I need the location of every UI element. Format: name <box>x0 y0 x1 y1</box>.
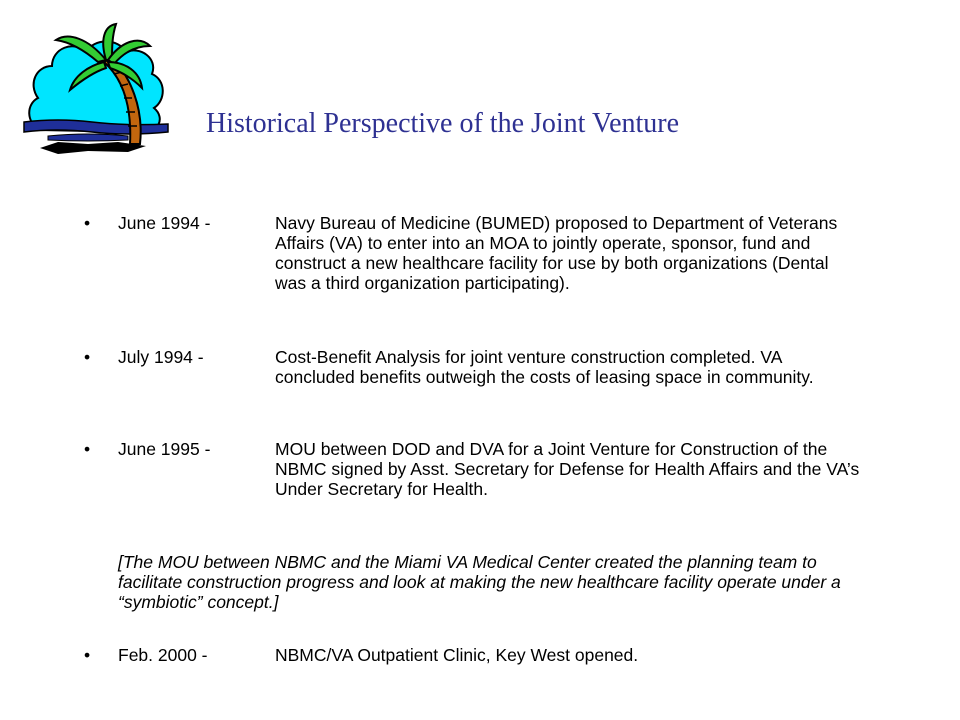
bullet: • <box>84 213 91 233</box>
timeline-entry-1 <box>84 213 864 293</box>
entry-text: Navy Bureau of Medicine (BUMED) proposed to Department of Veterans Affairs (VA) to enter into an MOA to jointly operate, sponsor, fund and construct a new healthcare facility for use by both organizations (Dental was a third organization participating). <box>275 213 838 293</box>
entry-date: Feb. 2000 - <box>118 645 208 665</box>
entry-text: MOU between DOD and DVA for a Joint Venture for Construction of the NBMC signed by Asst. Secretary for Defense for Health Affairs and the VA’s Under Secretary for Health. <box>275 439 860 499</box>
bullet: • <box>84 439 91 459</box>
entry-text: NBMC/VA Outpatient Clinic, Key West opened. <box>275 645 639 665</box>
entry-date: July 1994 - <box>118 347 204 367</box>
timeline-entry-2 <box>84 347 864 387</box>
palm-tree-island-icon <box>18 18 178 158</box>
entry-text: Cost-Benefit Analysis for joint venture construction completed. VA concluded benefits outweigh the costs of leasing space in community. <box>275 347 814 387</box>
bullet: • <box>84 347 91 367</box>
mou-note: [The MOU between NBMC and the Miami VA Medical Center created the planning team to facilitate construction progress and look at making the new healthcare facility operate under a “symbiotic” concept.] <box>118 552 841 612</box>
entry-date: June 1995 - <box>118 439 211 459</box>
timeline-entry-3 <box>84 439 864 499</box>
entry-date: June 1994 - <box>118 213 211 233</box>
timeline-entry-4 <box>84 645 864 665</box>
slide-title: Historical Perspective of the Joint Venture <box>206 108 680 139</box>
bullet: • <box>84 645 91 665</box>
